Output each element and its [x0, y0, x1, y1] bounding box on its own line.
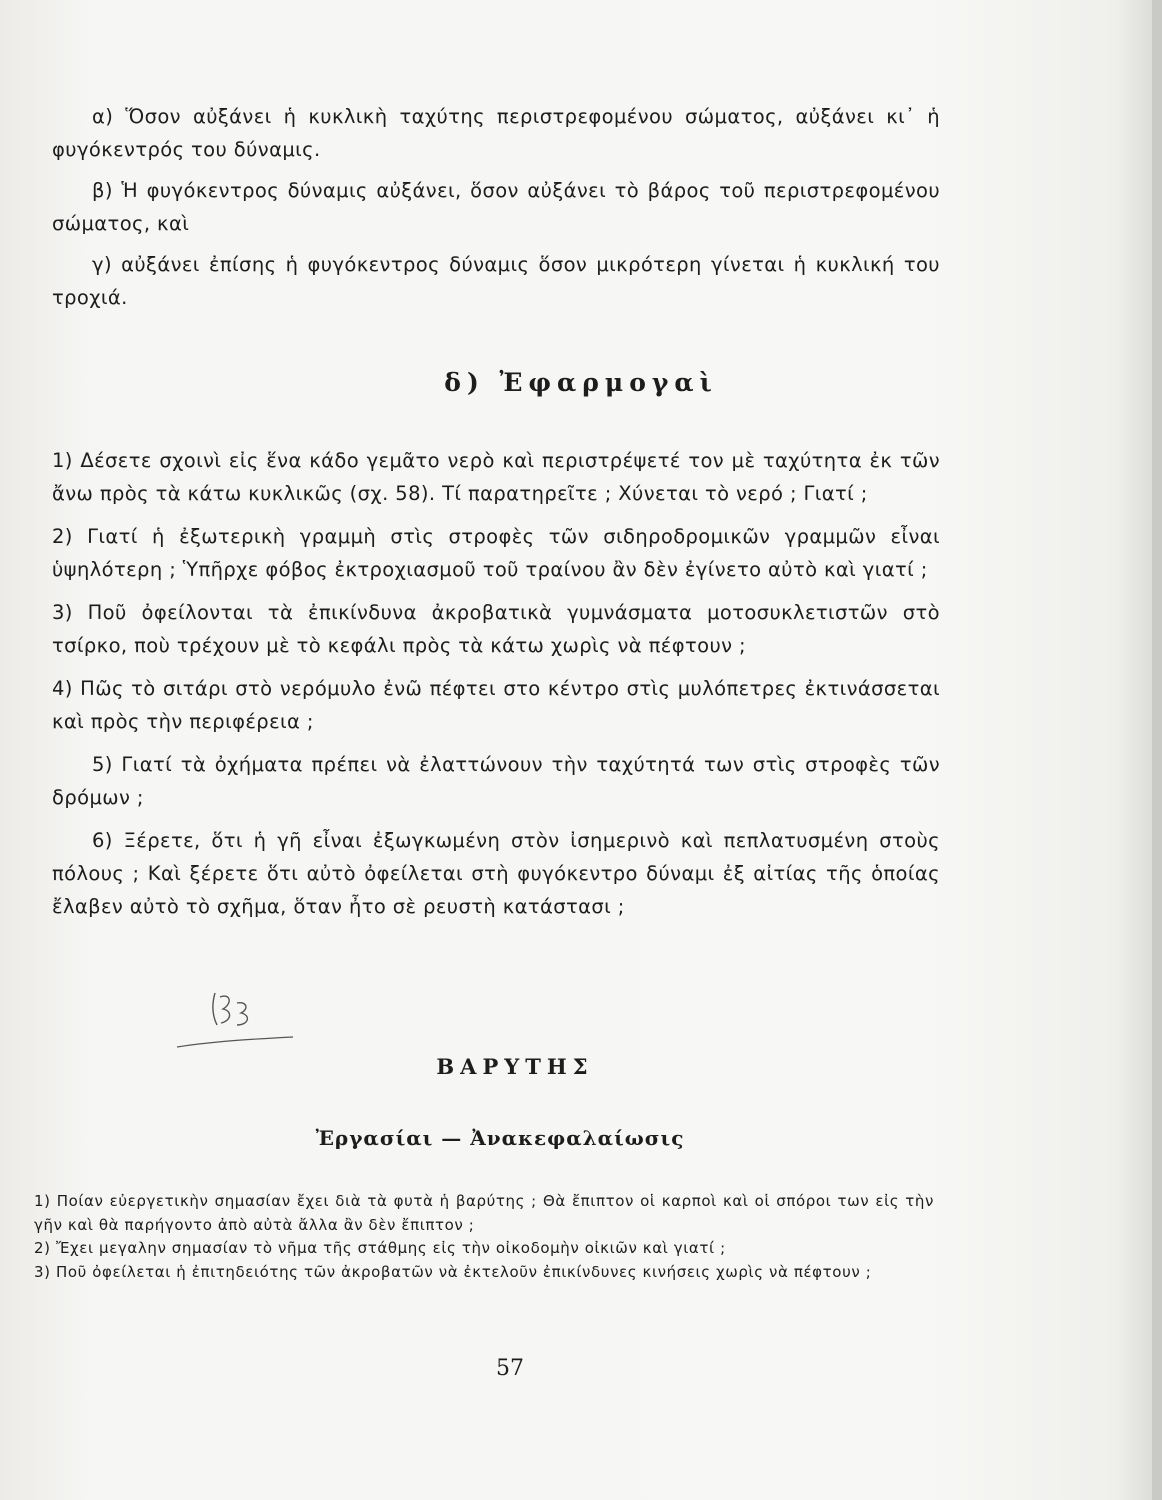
conclusion-beta: β) Ἡ φυγόκεντρος δύναμις αὐξάνει, ὅσον αὐξάνει τὸ βάρος τοῦ περιστρεφομένου σώματος, καὶ: [52, 179, 940, 235]
review-item: 1) Ποίαν εὐεργετικὴν σημασίαν ἔχει διὰ τὰ φυτὰ ἡ βαρύτης ; Θὰ ἔπιπτον οἱ καρποὶ καὶ οἱ σπόροι των εἰς τὴν γῆν καὶ θὰ παρήγοντο ἀπὸ αὐτὰ ἄλλα ἂν δὲν ἔπιπτον ;: [34, 1192, 934, 1234]
applications-list: [52, 444, 940, 933]
application-item: 3) Ποῦ ὀφείλονται τὰ ἐπικίνδυνα ἀκροβατικὰ γυμνάσματα μοτοσυκλετιστῶν στὸ τσίρκο, ποὺ τρέχουν μὲ τὸ κεφάλι πρὸς τὰ κάτω χωρὶς νὰ πέφτουν ;: [52, 601, 940, 657]
application-item: 5) Γιατί τὰ ὀχήματα πρέπει νὰ ἐλαττώνουν τὴν ταχύτητά των στὶς στροφὲς τῶν δρόμων ;: [52, 753, 940, 809]
application-item: 2) Γιατί ἡ ἐξωτερικὴ γραμμὴ στὶς στροφὲς τῶν σιδηροδρομικῶν γραμμῶν εἶναι ὑψηλότερη ; Ὑπῆρχε φόβος ἐκτροχιασμοῦ τοῦ τραίνου ἂν δὲν ἐγίνετο αὐτὸ καὶ γιατί ;: [52, 525, 940, 581]
application-item: 1) Δέσετε σχοινὶ εἰς ἕνα κάδο γεμᾶτο νερὸ καὶ περιστρέψετέ τον μὲ ταχύτητα ἐκ τῶν ἄνω πρὸς τὰ κάτω κυκλικῶς (σχ. 58). Τί παρατηρεῖτε ; Χύνεται τὸ νερό ; Γιατί ;: [52, 449, 940, 505]
subheading-review: Ἐργασίαι — Ἀνακεφαλαίωσις: [315, 1126, 685, 1150]
conclusion-gamma: γ) αὐξάνει ἐπίσης ἡ φυγόκεντρος δύναμις ὅσον μικρότερη γίνεται ἡ κυκλική του τροχιά.: [52, 253, 940, 309]
scan-edge: [1152, 0, 1162, 1500]
intro-conclusions: [52, 100, 940, 322]
handwritten-mark: [175, 985, 295, 1055]
review-item: 2) Ἔχει μεγαλην σημασίαν τὸ νῆμα τῆς στάθμης εἰς τὴν οἰκοδομὴν οἰκιῶν καὶ γιατί ;: [34, 1239, 726, 1257]
application-item: 4) Πῶς τὸ σιτάρι στὸ νερόμυλο ἐνῶ πέφτει στο κέντρο στὶς μυλόπετρες ἐκτινάσσεται καὶ πρὸς τὴν περιφέρεια ;: [52, 677, 940, 733]
conclusion-alpha: α) Ὅσον αὐξάνει ἡ κυκλικὴ ταχύτης περιστρεφομένου σώματος, αὐξάνει κι᾽ ἡ φυγόκεντρός του δύναμις.: [52, 105, 940, 161]
section-heading-applications: δ) Ἐφαρμογαὶ: [444, 368, 718, 397]
page-number: 57: [496, 1356, 524, 1381]
review-item: 3) Ποῦ ὀφείλεται ἡ ἐπιτηδειότης τῶν ἀκροβατῶν νὰ ἐκτελοῦν ἐπικίνδυνες κινήσεις χωρὶς νὰ πέφτουν ;: [34, 1262, 872, 1281]
application-item: 6) Ξέρετε, ὅτι ἡ γῆ εἶναι ἐξωγκωμένη στὸν ἰσημερινὸ καὶ πεπλατυσμένη στοὺς πόλους ; Καὶ ξέρετε ὅτι αὐτὸ ὀφείλεται στὴ φυγόκεντρο δύναμι ἐξ αἰτίας τῆς ὁποίας ἔλαβεν αὐτὸ τὸ σχῆμα, ὅταν ἦτο σὲ ρευστὴ κατάστασι ;: [52, 829, 940, 918]
review-questions: [34, 1190, 934, 1284]
section-heading-gravity: ΒΑΡΥΤΗΣ: [436, 1054, 594, 1079]
